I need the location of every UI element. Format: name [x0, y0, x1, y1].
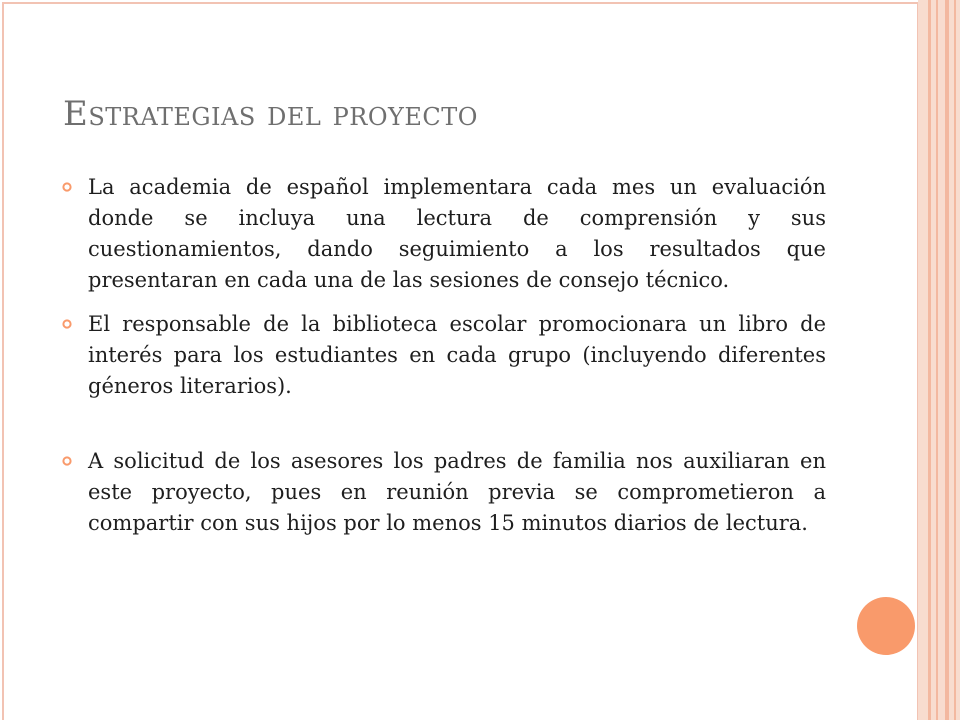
- slide-title: Estrategias del proyecto: [63, 94, 478, 134]
- bullet-item: [62, 309, 826, 402]
- bullet-item: [62, 172, 826, 296]
- bullet-item: [62, 446, 826, 539]
- bullet-text: El responsable de la biblioteca escolar promocionara un libro de interés para los estudiantes en cada grupo (incluyendo diferentes géneros literarios).: [88, 312, 826, 398]
- bullet-list: [62, 172, 826, 539]
- stripe: [936, 0, 938, 720]
- ring-bullet-icon: [62, 319, 72, 329]
- stripe: [928, 0, 931, 720]
- accent-circle: [857, 597, 915, 655]
- stripe: [945, 0, 949, 720]
- ring-bullet-icon: [62, 456, 72, 466]
- decorative-stripes: [918, 0, 960, 720]
- bullet-text: A solicitud de los asesores los padres de familia nos auxiliaran en este proyecto, pues en reunión previa se comprometieron a compartir con sus hijos por lo menos 15 minutos diarios de lectura.: [88, 449, 826, 535]
- ring-bullet-icon: [62, 182, 72, 192]
- bullet-text: La academia de español implementara cada mes un evaluación donde se incluya una lectura de comprensión y sus cuestionamientos, dando seguimiento a los resultados que presentaran en cada una de las sesiones de consejo técnico.: [88, 175, 826, 292]
- stripe: [954, 0, 956, 720]
